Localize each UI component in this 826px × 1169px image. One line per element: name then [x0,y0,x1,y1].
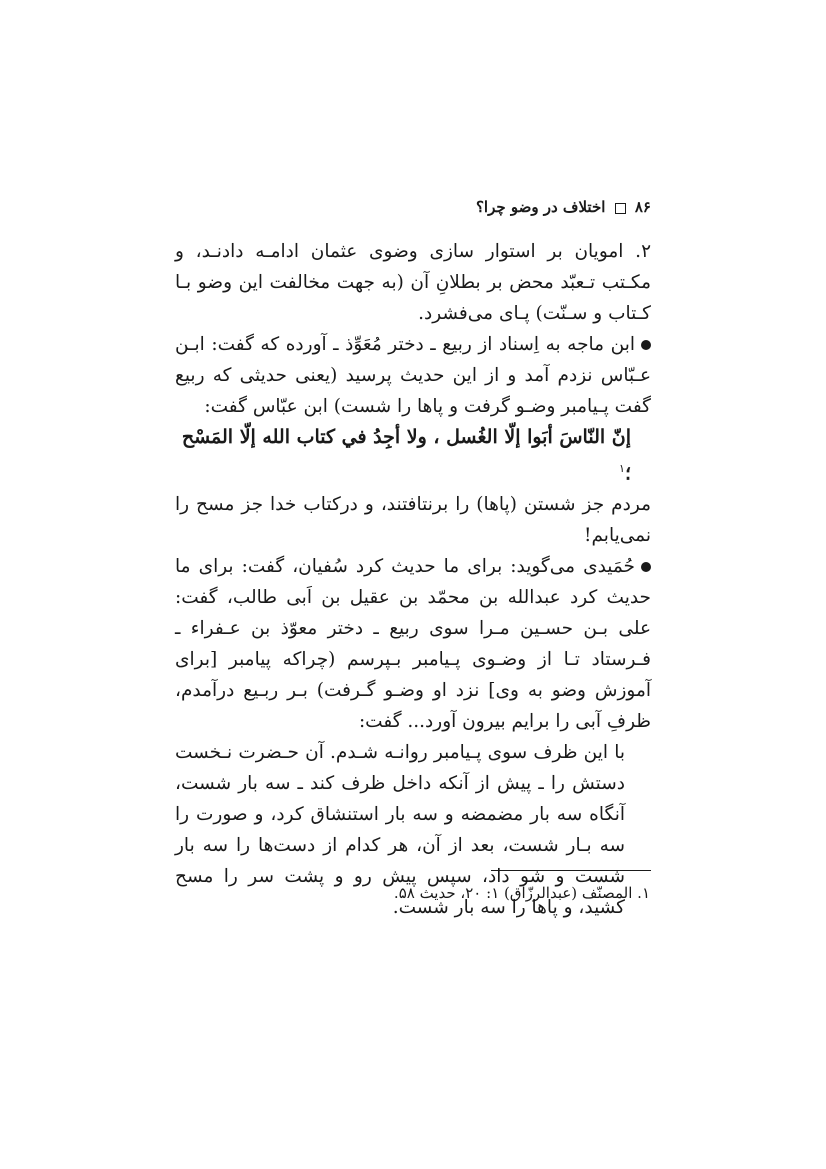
hadith-text: إنّ النّاسَ أبَوا إلّا الغُسل ، ولا أجِدُ في كتاب الله إلّا المَسْح ؛ [181,426,631,485]
paragraph-ibn-majah-text: ابن ماجه به اِسناد از ربیع ـ دختر مُعَوِّذ ـ آورده که گفت: ابـن عـبّاس نزدم آمد و از این حدیث پرسید (یعنی حدیثی که ربیع گفت پـیامبر وضـو گرفت و پاها را شست) ابن عبّاس گفت: [175,334,651,417]
hadith-translation: مردم جز شستن (پاها) را برنتافتند، و درکتاب خدا جز مسح را نمی‌یابم! [175,494,651,547]
hadith-quote [175,422,651,489]
bullet-icon [641,340,651,350]
block-quote: با این ظرف سوی پـیامبر روانـه شـدم. آن حـضرت نـخست دستش را ـ پیش از آنکه داخل ظرف کند ـ سه بار شست، آنگاه سه بار مضمضه و سه بار استنشاق کرد، و صورت را سه بـار شست، بعد از آن، هر کدام از دست‌ها را سه بار شست و شو داد، سپس پیش رو و پشت سر را مسح کشید، و پاها را سه بار شست. [175,742,625,919]
paragraph-ibn-majah [175,329,651,422]
page-number: ۸۶ [634,198,651,216]
paragraph-humaydi-text: حُمَیدی می‌گوید: برای ما حدیث کرد سُفیان، گفت: برای ما حدیث کرد عبدالله بن محمّد بن عقیل بن اَبی طالب، گفت: علی بـن حسـین مـرا سوی ربیع ـ دختر معوّذ بن عـفراء ـ فـرستاد تـا از وضـوی پـیامبر بـپرسم (چراکه پیامبر [برای آموزش وضو به وی] نزد او وضـو گـرفت) بـر ربـیع درآمدم، ظرفِ آبی را برایم بیرون آورد... گفت: [175,556,651,733]
footnote: ۱. المصنّف (عبدالرزّاق) ۱: ۲۰، حدیث ۵۸. [393,884,650,902]
running-title: اختلاف در وضو چرا؟ [475,198,606,216]
page-body [175,236,651,923]
footnote-ref: ۱ [619,462,625,475]
paragraph-umayyads: ۲. امویان بر استوار سازی وضوی عثمان ادامـه دادنـد، و مکـتب تـعبّد محض بر بطلانِ آن (به جهت مخالفت این وضو بـا کـتاب و سـنّت) پـای می‌فشرد. [175,241,651,324]
paragraph-humaydi [175,551,651,737]
bullet-icon [641,562,651,572]
square-ornament-icon [615,203,626,214]
running-header [171,196,651,218]
footnote-divider [491,870,651,871]
